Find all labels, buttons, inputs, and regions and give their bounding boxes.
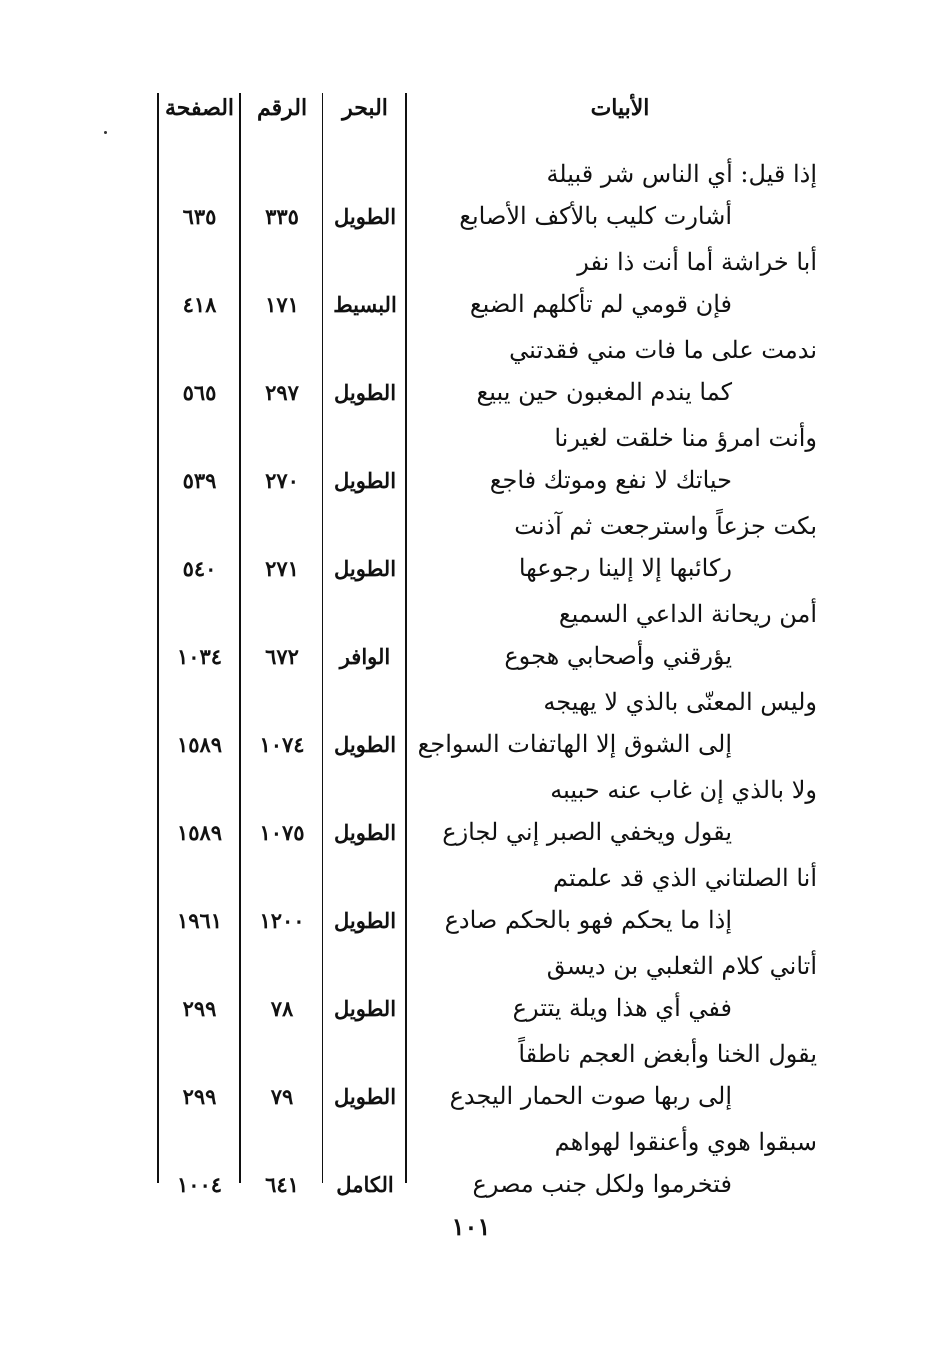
page-number: ١٠١ <box>451 1212 491 1241</box>
meter-cell: الطويل <box>333 380 397 405</box>
number-cell: ٢٧٠ <box>265 468 299 493</box>
verse-entry <box>0 160 942 248</box>
verse-second-hemistich: إلى ربها صوت الحمار اليجدع <box>449 1082 732 1110</box>
number-cell: ٢٧١ <box>265 556 299 581</box>
header-verses: الأبيات <box>590 95 650 121</box>
number-cell: ٣٣٥ <box>265 204 299 229</box>
verse-entry <box>0 600 942 688</box>
page-cell: ٥٣٩ <box>182 468 217 493</box>
verse-first-hemistich: وليس المعنّى بالذي لا يهيجه <box>543 688 817 716</box>
verse-first-hemistich: ولا بالذي إن غاب عنه حبيبه <box>550 776 817 804</box>
meter-cell: الطويل <box>333 732 397 757</box>
page-cell: ٤١٨ <box>182 292 217 317</box>
number-cell: ١٢٠٠ <box>259 908 305 933</box>
verse-first-hemistich: أنا الصلتاني الذي قد علمتم <box>553 864 817 892</box>
meter-cell: الطويل <box>333 820 397 845</box>
number-cell: ١٠٧٥ <box>259 820 305 845</box>
verse-entry <box>0 336 942 424</box>
meter-cell: الطويل <box>333 908 397 933</box>
meter-cell: الطويل <box>333 468 397 493</box>
page-cell: ١٠٠٤ <box>176 1172 223 1197</box>
verse-first-hemistich: أمن ريحانة الداعي السميع <box>558 600 817 628</box>
verse-second-hemistich: ركائبها إلا إلينا رجوعها <box>518 554 732 582</box>
page-cell: ١٠٣٤ <box>176 644 223 669</box>
number-cell: ٧٩ <box>270 1084 294 1109</box>
page-cell: ٥٤٠ <box>182 556 217 581</box>
verse-first-hemistich: ندمت على ما فات مني فقدتني <box>509 336 817 364</box>
number-cell: ١٧١ <box>265 292 299 317</box>
header-meter: البحر <box>342 95 388 121</box>
verse-second-hemistich: حياتك لا نفع وموتك فاجع <box>489 466 732 494</box>
verse-first-hemistich: أبا خراشة أما أنت ذا نفر <box>577 248 817 276</box>
verse-first-hemistich: بكت جزعاً واسترجعت ثم آذنت <box>514 512 817 540</box>
verse-entry <box>0 864 942 952</box>
verse-entry <box>0 776 942 864</box>
verse-entry <box>0 952 942 1040</box>
verse-second-hemistich: ففي أي هذا ويلة يتترع <box>512 994 732 1022</box>
header-number: الرقم <box>256 95 308 121</box>
page-cell: ١٥٨٩ <box>176 820 223 845</box>
page-cell: ٥٦٥ <box>182 380 217 405</box>
meter-cell: البسيط <box>333 292 397 317</box>
meter-cell: الطويل <box>333 204 397 229</box>
verse-first-hemistich: يقول الخنا وأبغض العجم ناطقاً <box>518 1040 817 1068</box>
number-cell: ٦٧٢ <box>265 644 299 669</box>
number-cell: ٦٤١ <box>265 1172 299 1197</box>
verse-second-hemistich: كما يندم المغبون حين يبيع <box>476 378 732 406</box>
meter-cell: الطويل <box>333 1084 397 1109</box>
page-cell: ٦٣٥ <box>182 204 217 229</box>
verse-first-hemistich: إذا قيل: أي الناس شر قبيلة <box>546 160 817 188</box>
meter-cell: الوافر <box>339 644 391 669</box>
verse-second-hemistich: فتخرموا ولكل جنب مصرع <box>472 1170 732 1198</box>
meter-cell: الطويل <box>333 996 397 1021</box>
verse-second-hemistich: أشارت كليب بالأكف الأصابع <box>459 202 732 230</box>
verse-second-hemistich: يؤرقني وأصحابي هجوع <box>504 642 732 670</box>
speck-mark <box>104 131 107 134</box>
header-page: الصفحة <box>164 95 235 121</box>
verse-second-hemistich: إلى الشوق إلا الهاتفات السواجع <box>417 730 732 758</box>
verse-entry <box>0 688 942 776</box>
page-cell: ٢٩٩ <box>182 996 217 1021</box>
verse-entry <box>0 512 942 600</box>
meter-cell: الكامل <box>336 1172 394 1197</box>
verse-first-hemistich: سبقوا هوي وأعنقوا لهواهم <box>554 1128 817 1156</box>
meter-cell: الطويل <box>333 556 397 581</box>
page-cell: ٢٩٩ <box>182 1084 217 1109</box>
number-cell: ١٠٧٤ <box>259 732 305 757</box>
verse-entry <box>0 248 942 336</box>
verse-second-hemistich: فإن قومي لم تأكلهم الضبع <box>469 290 732 318</box>
verse-entry <box>0 1128 942 1216</box>
verse-first-hemistich: وأنت امرؤ منا خلقت لغيرنا <box>554 424 817 452</box>
page-cell: ١٥٨٩ <box>176 732 223 757</box>
verse-entry <box>0 424 942 512</box>
verse-second-hemistich: إذا ما يحكم فهو بالحكم صادع <box>444 906 732 934</box>
verse-first-hemistich: أتاني كلام الثعلبي بن ديسق <box>546 952 817 980</box>
verse-second-hemistich: يقول ويخفي الصبر إني لجازع <box>442 818 732 846</box>
number-cell: ٢٩٧ <box>265 380 299 405</box>
verse-entry <box>0 1040 942 1128</box>
page-cell: ١٩٦١ <box>176 908 223 933</box>
number-cell: ٧٨ <box>270 996 294 1021</box>
